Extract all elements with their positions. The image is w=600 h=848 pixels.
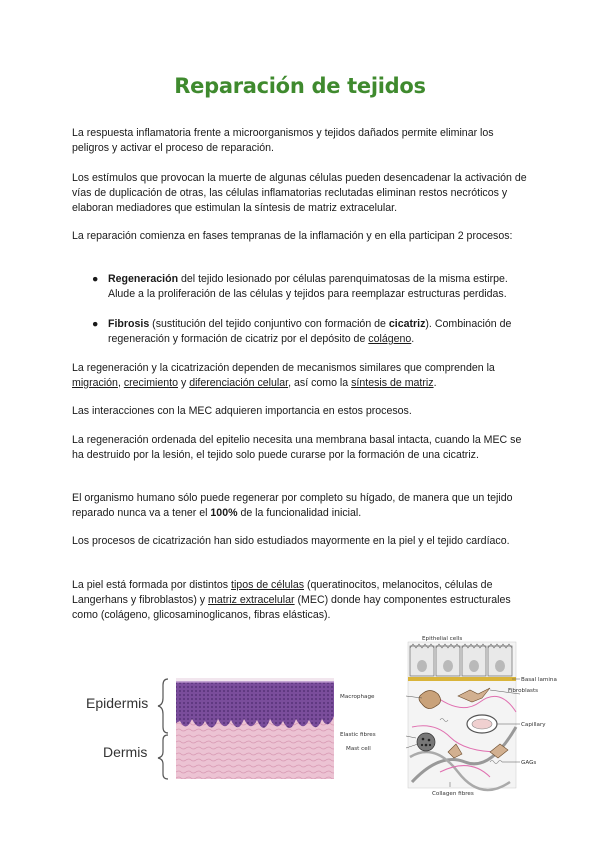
label-collagen-fibres: Collagen fibres — [432, 791, 474, 797]
label-fibroblasts: Fibroblasts — [508, 688, 539, 694]
label-dermis: Dermis — [103, 744, 148, 760]
dermis-bracket — [158, 735, 168, 779]
term-cicatriz: cicatriz — [388, 318, 426, 330]
bullet-icon: ● — [92, 318, 99, 330]
label-mast-cell: Mast cell — [346, 746, 371, 752]
term-fibrosis: Fibrosis — [108, 318, 150, 330]
label-epithelial-cells: Epithelial cells — [422, 636, 463, 642]
mast-cell — [417, 733, 435, 751]
label-macrophage: Macrophage — [340, 694, 375, 700]
paragraph-mechanisms: La regeneración y la cicatrización dependen de mecanismos similares que comprenden la migración, crecimiento y diferenciación celular, así como la síntesis de matriz. — [72, 362, 495, 389]
term-matriz-extracelular: matriz extracelular — [208, 594, 295, 606]
page-title: Reparación de tejidos — [174, 74, 426, 98]
paragraph-mec: Las interacciones con la MEC adquieren importancia en estos procesos. — [72, 405, 412, 417]
value-100-percent: 100% — [210, 507, 238, 519]
label-gags: GAGs — [521, 760, 537, 766]
paragraph-phases: La reparación comienza en fases tempranas de la inflamación y en ella participan 2 procesos: — [72, 230, 513, 242]
epidermis-layer — [176, 682, 334, 728]
term-tipos-celulas: tipos de células — [231, 579, 305, 591]
term-sintesis: síntesis de matriz — [351, 377, 434, 389]
list-item-regeneracion: ● Regeneración del tejido lesionado por células parenquimatosas de la misma estirpe. Alude a la proliferación de las células y tejidos para reemplazar estructuras perdidas. — [92, 273, 508, 300]
paragraph-intro: La respuesta inflamatoria frente a microorganismos y tejidos dañados permite eliminar los peligros y activar el proceso de reparación. — [72, 127, 494, 154]
label-elastic-fibres: Elastic fibres — [340, 732, 376, 738]
epidermis-bracket — [158, 679, 168, 733]
list-item-fibrosis: ● Fibrosis (sustitución del tejido conjuntivo con formación de cicatriz). Combinación de regeneración y formación de cicatriz por el depósito de colágeno. — [92, 318, 512, 345]
term-migracion: migración — [72, 377, 118, 389]
term-colageno: colágeno — [368, 333, 412, 345]
paragraph-epitelio: La regeneración ordenada del epitelio necesita una membrana basal intacta, cuando la MEC se ha destruido por la lesión, el tejido solo puede curarse por la formación de una cicatriz. — [72, 434, 522, 461]
paragraph-higado: El organismo humano sólo puede regenerar por completo su hígado, de manera que un tejido reparado nunca va a tener el 100% de la funcionalidad inicial. — [72, 492, 513, 519]
paragraph-piel: La piel está formada por distintos tipos de células (queratinocitos, melanocitos, células de Langerhans y fibroblastos) y matriz extracelular (MEC) donde hay componentes estructurales como (colágeno, glicosaminoglicanos, fibras elásticas). — [72, 579, 511, 621]
basal-lamina — [408, 677, 516, 681]
label-basal-lamina: Basal lamina — [521, 677, 557, 683]
term-diferenciacion: diferenciación celular — [189, 377, 289, 389]
label-epidermis: Epidermis — [86, 695, 149, 711]
bullet-icon: ● — [92, 273, 99, 285]
term-crecimiento: crecimiento — [123, 377, 178, 389]
paragraph-stimuli: Los estímulos que provocan la muerte de algunas células pueden desencadenar la activación de vías de duplicación de otras, las células inflamatorias reclutadas eliminan restos necróticos y elaboran mediadores que estimulan la síntesis de matriz extracelular. — [72, 172, 527, 214]
skin-section-image — [86, 673, 336, 781]
label-capillary: Capillary — [521, 722, 546, 728]
ecm-diagram — [340, 632, 557, 797]
paragraph-cicatrizacion: Los procesos de cicatrización han sido estudiados mayormente en la piel y el tejido cardíaco. — [72, 535, 510, 547]
skin-histology-figure — [86, 673, 336, 781]
term-regeneracion: Regeneración — [108, 273, 179, 285]
